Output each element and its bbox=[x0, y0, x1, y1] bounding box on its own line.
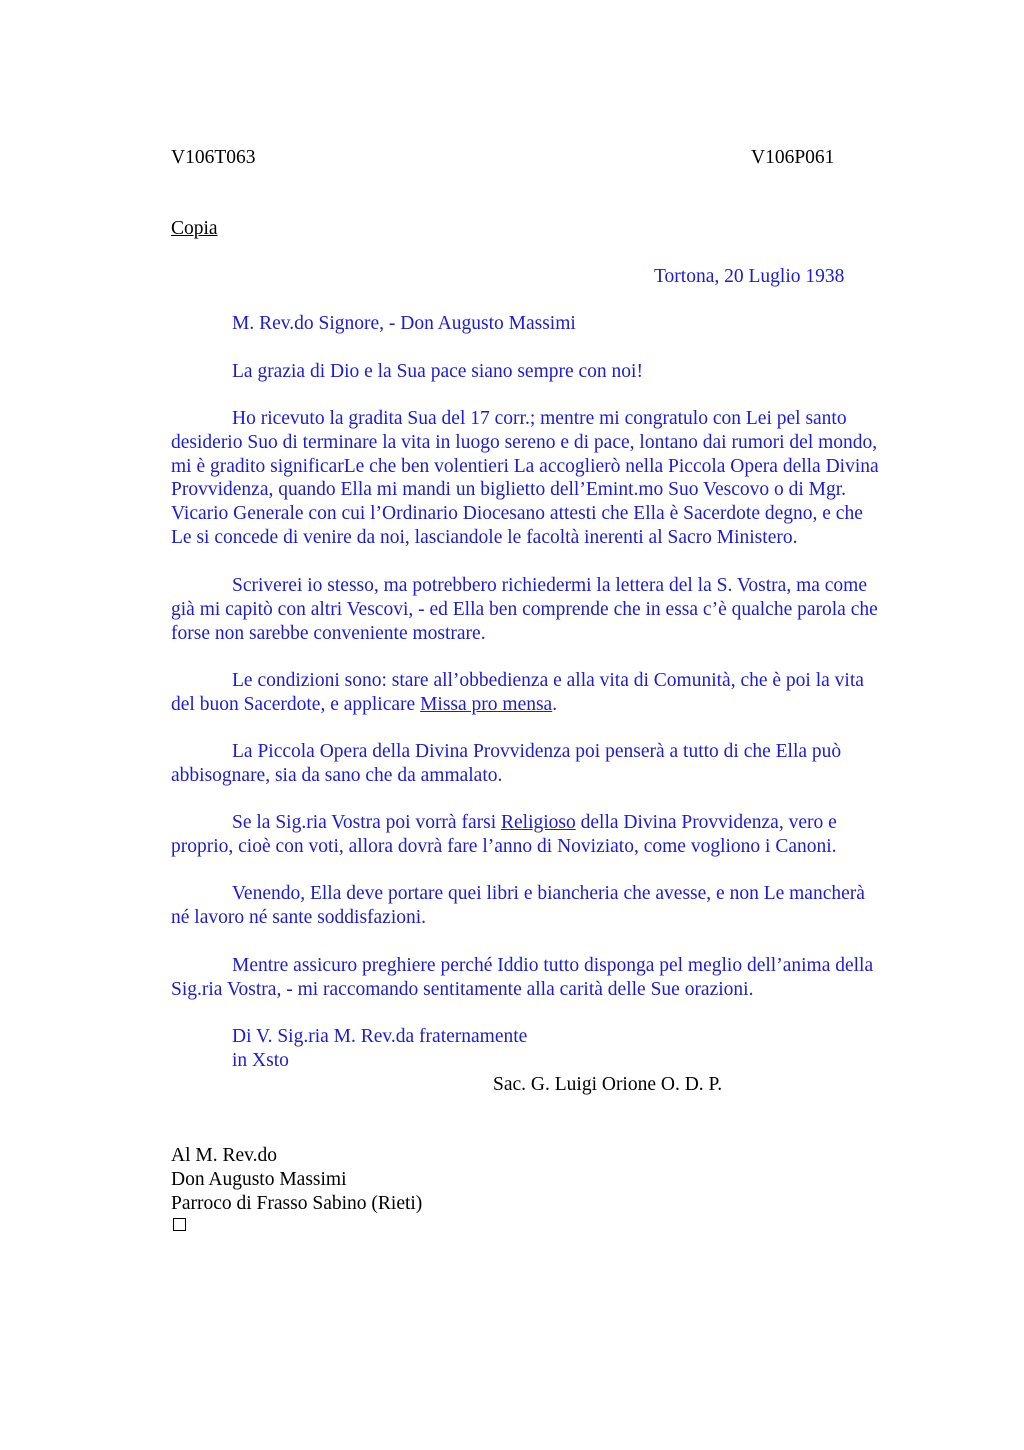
reference-code-left: V106T063 bbox=[171, 147, 256, 168]
paragraph-5 bbox=[171, 811, 931, 859]
address-line-1: Al M. Rev.do bbox=[171, 1145, 277, 1166]
underlined-word-religioso: Religioso bbox=[500, 812, 576, 833]
paragraph-line: abbisognare, sia da sano che da ammalato. bbox=[171, 764, 503, 786]
text-segment: della Divina Provvidenza, vero e bbox=[575, 812, 837, 833]
signature: Sac. G. Luigi Orione O. D. P. bbox=[493, 1074, 723, 1095]
paragraph-3 bbox=[171, 669, 931, 717]
reference-code-right: V106P061 bbox=[751, 147, 835, 168]
paragraph-line: Le condizioni sono: stare all’obbedienza e alla vita di Comunità, che è poi la vita bbox=[232, 670, 864, 691]
paragraph-line: forse non sarebbe conveniente mostrare. bbox=[171, 622, 486, 644]
address-line-2: Don Augusto Massimi bbox=[171, 1169, 347, 1190]
text-segment: del buon Sacerdote, e applicare bbox=[171, 693, 421, 715]
empty-box-symbol bbox=[173, 1218, 186, 1231]
paragraph-7 bbox=[171, 954, 931, 1002]
paragraph-line: Sig.ria Vostra, - mi raccomando sentitamente alla carità delle Sue orazioni. bbox=[171, 978, 754, 1000]
address-line-3: Parroco di Frasso Sabino (Rieti) bbox=[171, 1193, 423, 1214]
place-date: Tortona, 20 Luglio 1938 bbox=[654, 266, 845, 287]
paragraph-6 bbox=[171, 882, 931, 930]
paragraph-line: La Piccola Opera della Divina Provvidenza poi penserà a tutto di che Ella può bbox=[232, 741, 842, 762]
salutation: M. Rev.do Signore, - Don Augusto Massimi bbox=[232, 313, 576, 334]
paragraph-line: Ho ricevuto la gradita Sua del 17 corr.; mentre mi congratulo con Lei pel santo bbox=[232, 408, 847, 429]
paragraph-line: proprio, cioè con voti, allora dovrà fare l’anno di Noviziato, come vogliono i Canoni. bbox=[171, 835, 837, 857]
copy-label: Copia bbox=[171, 218, 218, 239]
closing-line-2: in Xsto bbox=[232, 1050, 289, 1071]
paragraph-1 bbox=[171, 407, 931, 550]
paragraph-2 bbox=[171, 574, 931, 645]
paragraph-line: né lavoro né sante soddisfazioni. bbox=[171, 906, 427, 928]
text-segment: . bbox=[552, 693, 558, 715]
paragraph-line: Mentre assicuro preghiere perché Iddio tutto disponga pel meglio dell’anima della bbox=[232, 955, 874, 976]
paragraph-line: Scriverei io stesso, ma potrebbero richiedermi la lettera del la S. Vostra, ma come bbox=[232, 575, 867, 596]
paragraph-line: Le si concede di venire da noi, lasciandole le facoltà inerenti al Sacro Ministero. bbox=[171, 526, 798, 548]
paragraph-4 bbox=[171, 740, 931, 788]
underlined-phrase-missa-pro-mensa: Missa pro mensa bbox=[420, 693, 553, 715]
paragraph-line: desiderio Suo di terminare la vita in luogo sereno e di pace, lontano dai rumori del mondo, bbox=[171, 431, 878, 453]
paragraph-line: Venendo, Ella deve portare quei libri e biancheria che avesse, e non Le mancherà bbox=[232, 883, 865, 904]
paragraph-line: mi è gradito significarLe che ben volentieri La accoglierò nella Piccola Opera della Divina bbox=[171, 455, 879, 477]
closing-line-1: Di V. Sig.ria M. Rev.da fraternamente bbox=[232, 1026, 528, 1047]
greeting: La grazia di Dio e la Sua pace siano sempre con noi! bbox=[232, 361, 643, 382]
paragraph-line: Provvidenza, quando Ella mi mandi un biglietto dell’Emint.mo Suo Vescovo o di Mgr. bbox=[171, 479, 847, 501]
paragraph-line bbox=[171, 693, 931, 717]
paragraph-line bbox=[171, 811, 931, 835]
paragraph-line: Vicario Generale con cui l’Ordinario Diocesano attesti che Ella è Sacerdote degno, e che bbox=[171, 503, 863, 525]
text-segment: Se la Sig.ria Vostra poi vorrà farsi bbox=[232, 812, 501, 833]
paragraph-line: già mi capitò con altri Vescovi, - ed Ella ben comprende che in essa c’è qualche parola che bbox=[171, 598, 878, 620]
